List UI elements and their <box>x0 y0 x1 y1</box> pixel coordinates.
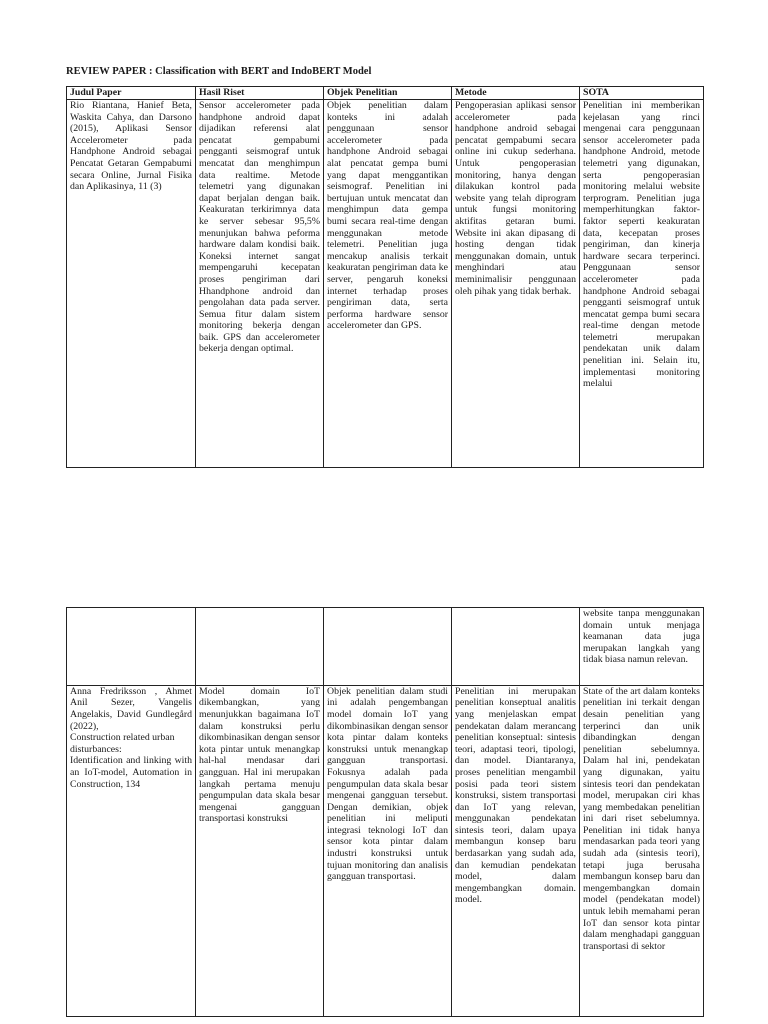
cell-sota: State of the art dalam konteks penelitian ini terkait dengan desain penelitian yang terperinci dan unik dibandingkan dengan penelitian sebelumnya. Dalam hal ini, pendekatan yang digunakan, yaitu sintesis teori dan pendekatan model, merupakan ciri khas yang membedakan penelitian ini dari riset sebelumnya. Penelitian ini tidak hanya mendasarkan pada teori yang sudah ada (sintesis teori), tetapi juga berusaha membangun konsep baru dan mengembangkan domain model (pendekatan model) untuk lebih memahami peran IoT dan sensor kota pintar dalam menghadapi gangguan transportasi di sektor <box>580 685 704 1016</box>
cell-sota-continued: website tanpa menggunakan domain untuk menjaga keamanan data juga merupakan langkah yang tidak biasa namun relevan. <box>580 608 704 686</box>
review-table-page-2 <box>66 607 704 1017</box>
cell-metode-empty <box>452 608 580 686</box>
table-row <box>67 685 704 1016</box>
cell-judul-paper-empty <box>67 608 196 686</box>
cell-metode: Penelitian ini merupakan penelitian konseptual analitis yang menjelaskan empat pendekatan dalam merancang penelitian konseptual: sintesis teori, adaptasi teori, tipologi, dan model. Diantaranya, proses penelitian mengambil posisi pada teori sistem konstruksi, sistem transportasi dan IoT yang relevan, menggunakan pendekatan sintesis teori, dalam upaya membangun konsep baru berdasarkan yang sudah ada, dan kemudian pendekatan model, dalam mengembangkan domain. model. <box>452 685 580 1016</box>
table-row <box>67 100 704 468</box>
header-metode: Metode <box>452 87 580 100</box>
cell-objek-penelitian: Objek penelitian dalam konteks ini adalah penggunaan sensor accelerometer pada handphone Android sebagai alat pencatat gempa bumi yang dapat menggantikan seismograf. Penelitian ini bertujuan untuk mencatat dan menghimpun data gempa bumi secara real-time dengan menggunakan metode telemetri. Penelitian juga mencakup analisis terkait keakuratan pengiriman data ke server, pengaruh koneksi internet terhadap proses pengiriman data, serta performa hardware sensor accelerometer dan GPS. <box>324 100 452 468</box>
cell-judul-paper: Rio Riantana, Hanief Beta, Waskita Cahya, dan Darsono (2015), Aplikasi Sensor Accelerometer pada Handphone Android sebagai Pencatat Getaran Gempabumi secara Online, Jurnal Fisika dan Aplikasinya, 11 (3) <box>67 100 196 468</box>
document-title: REVIEW PAPER : Classification with BERT and IndoBERT Model <box>66 66 372 77</box>
cell-hasil-riset: Model domain IoT dikembangkan, yang menunjukkan bagaimana IoT dalam konstruksi perlu dikombinasikan dengan sensor kota pintar untuk menangkap hal-hal mendasar dari gangguan. Hal ini merupakan langkah pertama menuju pengumpulan data skala besar mengenai gangguan transportasi konstruksi <box>196 685 324 1016</box>
judul-authors: Anna Fredriksson , Ahmet Anil Sezer, Vangelis Angelakis, David Gundlegård (2022), <box>70 685 192 732</box>
cell-hasil-riset-empty <box>196 608 324 686</box>
review-table-page-1 <box>66 86 704 468</box>
header-objek-penelitian: Objek Penelitian <box>324 87 452 100</box>
cell-objek-penelitian: Objek penelitian dalam studi ini adalah pengembangan model domain IoT yang dikombinasikan dengan sensor kota pintar dalam konteks konstruksi untuk menangkap gangguan transportasi. Fokusnya adalah pada pengumpulan data skala besar mengenai gangguan tersebut. Dengan demikian, objek penelitian ini meliputi integrasi teknologi IoT dan sensor kota pintar dalam industri konstruksi untuk tujuan monitoring dan analisis gangguan transportasi. <box>324 685 452 1016</box>
cell-judul-paper <box>67 685 196 1016</box>
cell-hasil-riset: Sensor accelerometer pada handphone android dapat dijadikan referensi alat pencatat gempabumi pengganti seismograf untuk mencatat dan menghimpun data realtime. Metode telemetri yang digunakan dapat berjalan dengan baik. Keakuratan terkirimnya data ke server sebesar 95,5% menunjukan bahwa peforma hardware dalam kondisi baik. Koneksi internet sangat mempengaruhi kecepatan proses pengiriman dari Hhandphone android dan pengolahan data pada server. Semua fitur dalam sistem monitoring bekerja dengan baik. GPS dan accelerometer bekerja dengan optimal. <box>196 100 324 468</box>
judul-title-journal: Identification and linking with an IoT-model, Automation in Construction, 134 <box>70 755 192 790</box>
cell-objek-penelitian-empty <box>324 608 452 686</box>
header-hasil-riset: Hasil Riset <box>196 87 324 100</box>
judul-title: Construction related urban disturbances: <box>70 732 175 755</box>
header-judul-paper: Judul Paper <box>67 87 196 100</box>
table-row-continued <box>67 608 704 686</box>
header-sota: SOTA <box>580 87 704 100</box>
cell-sota: Penelitian ini memberikan kejelasan yang rinci mengenai cara penggunaan sensor accelerometer pada handphone Android, metode telemetri yang digunakan, serta pengoperasian monitoring melalui website terprogram. Penelitian juga memperhitungkan faktor-faktor seperti keakuratan data, kecepatan proses pengiriman, dan kinerja hardware secara terperinci. Penggunaan sensor accelerometer pada handphone Android sebagai pengganti seismograf untuk mencatat gempa bumi secara real-time dengan metode telemetri merupakan pendekatan unik dalam penelitian ini. Selain itu, implementasi monitoring melalui <box>580 100 704 468</box>
header-row <box>67 87 704 100</box>
cell-metode: Pengoperasian aplikasi sensor accelerometer pada handphone android sebagai pencatat gempabumi secara online ini cukup sederhana. Untuk pengoperasian monitoring, hanya dengan dilakukan kontrol pada website yang telah diprogram untuk fungsi monitoring aktifitas getaran bumi. Website ini akan dipasang di hosting dengan tidak menggunakan domain, untuk menghindari atau meminimalisir penggunaan oleh pihak yang tidak berhak. <box>452 100 580 468</box>
